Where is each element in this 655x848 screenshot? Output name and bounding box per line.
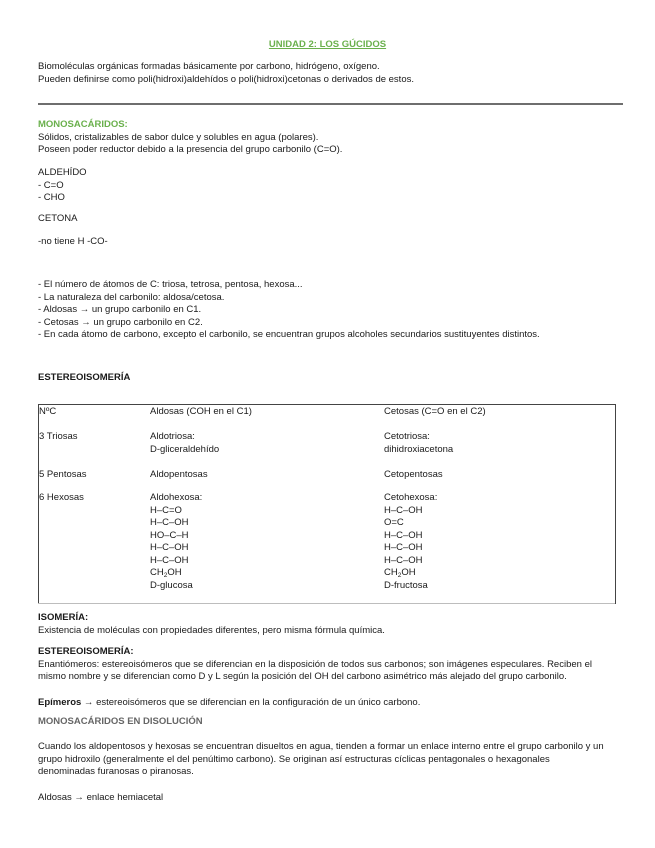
cell-line: H–C–OH — [150, 517, 189, 528]
cetona-heading: CETONA — [38, 213, 78, 224]
cell-line: Cetohexosa: — [384, 492, 438, 503]
estereoisomeria-heading: ESTEREOISOMERÍA — [38, 372, 131, 383]
table-cell-cetohexosa — [384, 492, 437, 592]
cell-line: H–C–OH — [384, 542, 423, 553]
formula-part: CH — [384, 567, 398, 578]
cell-line: D-gliceraldehído — [150, 443, 220, 455]
disolucion-line: denominadas furanosas o piranosas. — [38, 766, 194, 777]
table-bottom-rule — [38, 603, 615, 604]
table-cell-aldopentosas: Aldopentosas — [150, 469, 208, 480]
table-header-aldosas: Aldosas (COH en el C1) — [150, 406, 252, 417]
disolucion-paragraph — [38, 741, 604, 779]
cetona-note: -no tiene H -CO- — [38, 236, 108, 247]
cell-line: D-fructosa — [384, 579, 428, 591]
estereoisomeria-line: Enantiómeros: estereoisómeros que se diferencian en la disposición de todos sus carbonos; son imágenes especulares. Reciben el — [38, 658, 592, 670]
formula-subscript: 2 — [397, 572, 402, 579]
cell-line: H–C–OH — [384, 554, 423, 566]
cell-line: H–C–OH — [384, 504, 423, 516]
table-cell-triosas: 3 Triosas — [39, 431, 78, 442]
estereoisomeria-subheading: ESTEREOISOMERÍA: — [38, 646, 134, 657]
bullet-item: - En cada átomo de carbono, excepto el carbonilo, se encuentran grupos alcoholes secundarios sustituyentes distintos. — [38, 329, 540, 340]
table-cell-cetotriosa — [384, 431, 453, 456]
cell-line: Aldohexosa: — [150, 492, 203, 503]
aldehido-line: - CHO — [38, 192, 65, 203]
cell-line: H–C–OH — [150, 554, 189, 566]
formula-part: CH — [150, 567, 164, 578]
bullet-item: - Cetosas → un grupo carbonilo en C2. — [38, 316, 203, 328]
epimeros-label: Epímeros — [38, 697, 82, 708]
intro-line: Pueden definirse como poli(hidroxi)aldehídos o poli(hidroxi)cetonas o derivados de estos. — [38, 73, 414, 85]
epimeros-text: → estereoisómeros que se diferencian en la configuración de un único carbono. — [81, 697, 421, 708]
intro-line: Biomoléculas orgánicas formadas básicamente por carbono, hidrógeno, oxígeno. — [38, 61, 380, 72]
aldehido-line: - C=O — [38, 179, 64, 191]
formula-part: OH — [167, 567, 182, 578]
monosacaridos-heading: MONOSACÁRIDOS: — [38, 119, 128, 130]
disolucion-line: Cuando los aldopentosos y hexosas se encuentran disueltos en agua, tienden a formar un enlace interno entre el grupo carbonilo y un — [38, 741, 604, 752]
monosacaridos-section — [38, 119, 342, 157]
cell-line: O=C — [384, 517, 404, 528]
table-cell-cetopentosas: Cetopentosas — [384, 469, 443, 480]
isomeria-text: Existencia de moléculas con propiedades diferentes, pero misma fórmula química. — [38, 624, 385, 636]
estereoisomeria-line: mismo nombre y se diferencian como D y L según la posición del OH del carbono asimétrico más alejado del grupo carbonilo. — [38, 671, 567, 682]
isomeria-section — [38, 612, 385, 637]
bullet-item: - La naturaleza del carbonilo: aldosa/cetosa. — [38, 291, 225, 303]
cell-line: D-glucosa — [150, 579, 193, 591]
cell-line: HO–C–H — [150, 529, 189, 541]
table-cell-aldohexosa — [150, 492, 202, 592]
table-cell-aldotriosa — [150, 431, 219, 456]
formula-part: OH — [401, 567, 416, 578]
disolucion-heading: MONOSACÁRIDOS EN DISOLUCIÓN — [38, 716, 203, 727]
bullet-item: - Aldosas → un grupo carbonilo en C1. — [38, 304, 202, 315]
cell-line-ch2oh — [384, 567, 437, 580]
carbohydrate-table — [38, 404, 616, 604]
table-header-nc: NºC — [39, 406, 57, 417]
formula-subscript: 2 — [163, 572, 168, 579]
disolucion-line: grupo hidroxilo (generalmente el del penúltimo carbono). Se originan así estructuras cíclicas pentagonales o hexagonales — [38, 753, 550, 765]
isomeria-heading: ISOMERÍA: — [38, 612, 89, 623]
table-header-cetosas: Cetosas (C=O en el C2) — [384, 406, 486, 417]
epimeros-line — [38, 697, 420, 710]
cell-line: Aldotriosa: — [150, 431, 195, 442]
cell-line: H–C–OH — [384, 529, 423, 541]
aldehido-block — [38, 167, 87, 205]
cell-line: H–C=O — [150, 504, 182, 516]
aldehido-heading: ALDEHÍDO — [38, 167, 87, 178]
monosacaridos-line: Poseen poder reductor debido a la presencia del grupo carbonilo (C=O). — [38, 144, 343, 155]
estereoisomeria-section — [38, 646, 592, 684]
cell-line: H–C–OH — [150, 542, 189, 553]
table-cell-pentosas: 5 Pentosas — [39, 469, 87, 480]
intro — [38, 61, 414, 86]
table-cell-hexosas: 6 Hexosas — [39, 492, 84, 503]
bullet-item: - El número de átomos de C: triosa, tetrosa, pentosa, hexosa... — [38, 279, 303, 290]
section-divider — [38, 103, 623, 105]
disolucion-final: Aldosas → enlace hemiacetal — [38, 792, 164, 803]
cell-line-ch2oh — [150, 567, 202, 580]
cell-line: dihidroxiacetona — [384, 443, 454, 455]
monosacaridos-bullets — [38, 279, 540, 342]
page-title: UNIDAD 2: LOS GÚCIDOS — [268, 39, 387, 50]
monosacaridos-line: Sólidos, cristalizables de sabor dulce y solubles en agua (polares). — [38, 131, 319, 143]
cell-line: Cetotriosa: — [384, 431, 430, 442]
